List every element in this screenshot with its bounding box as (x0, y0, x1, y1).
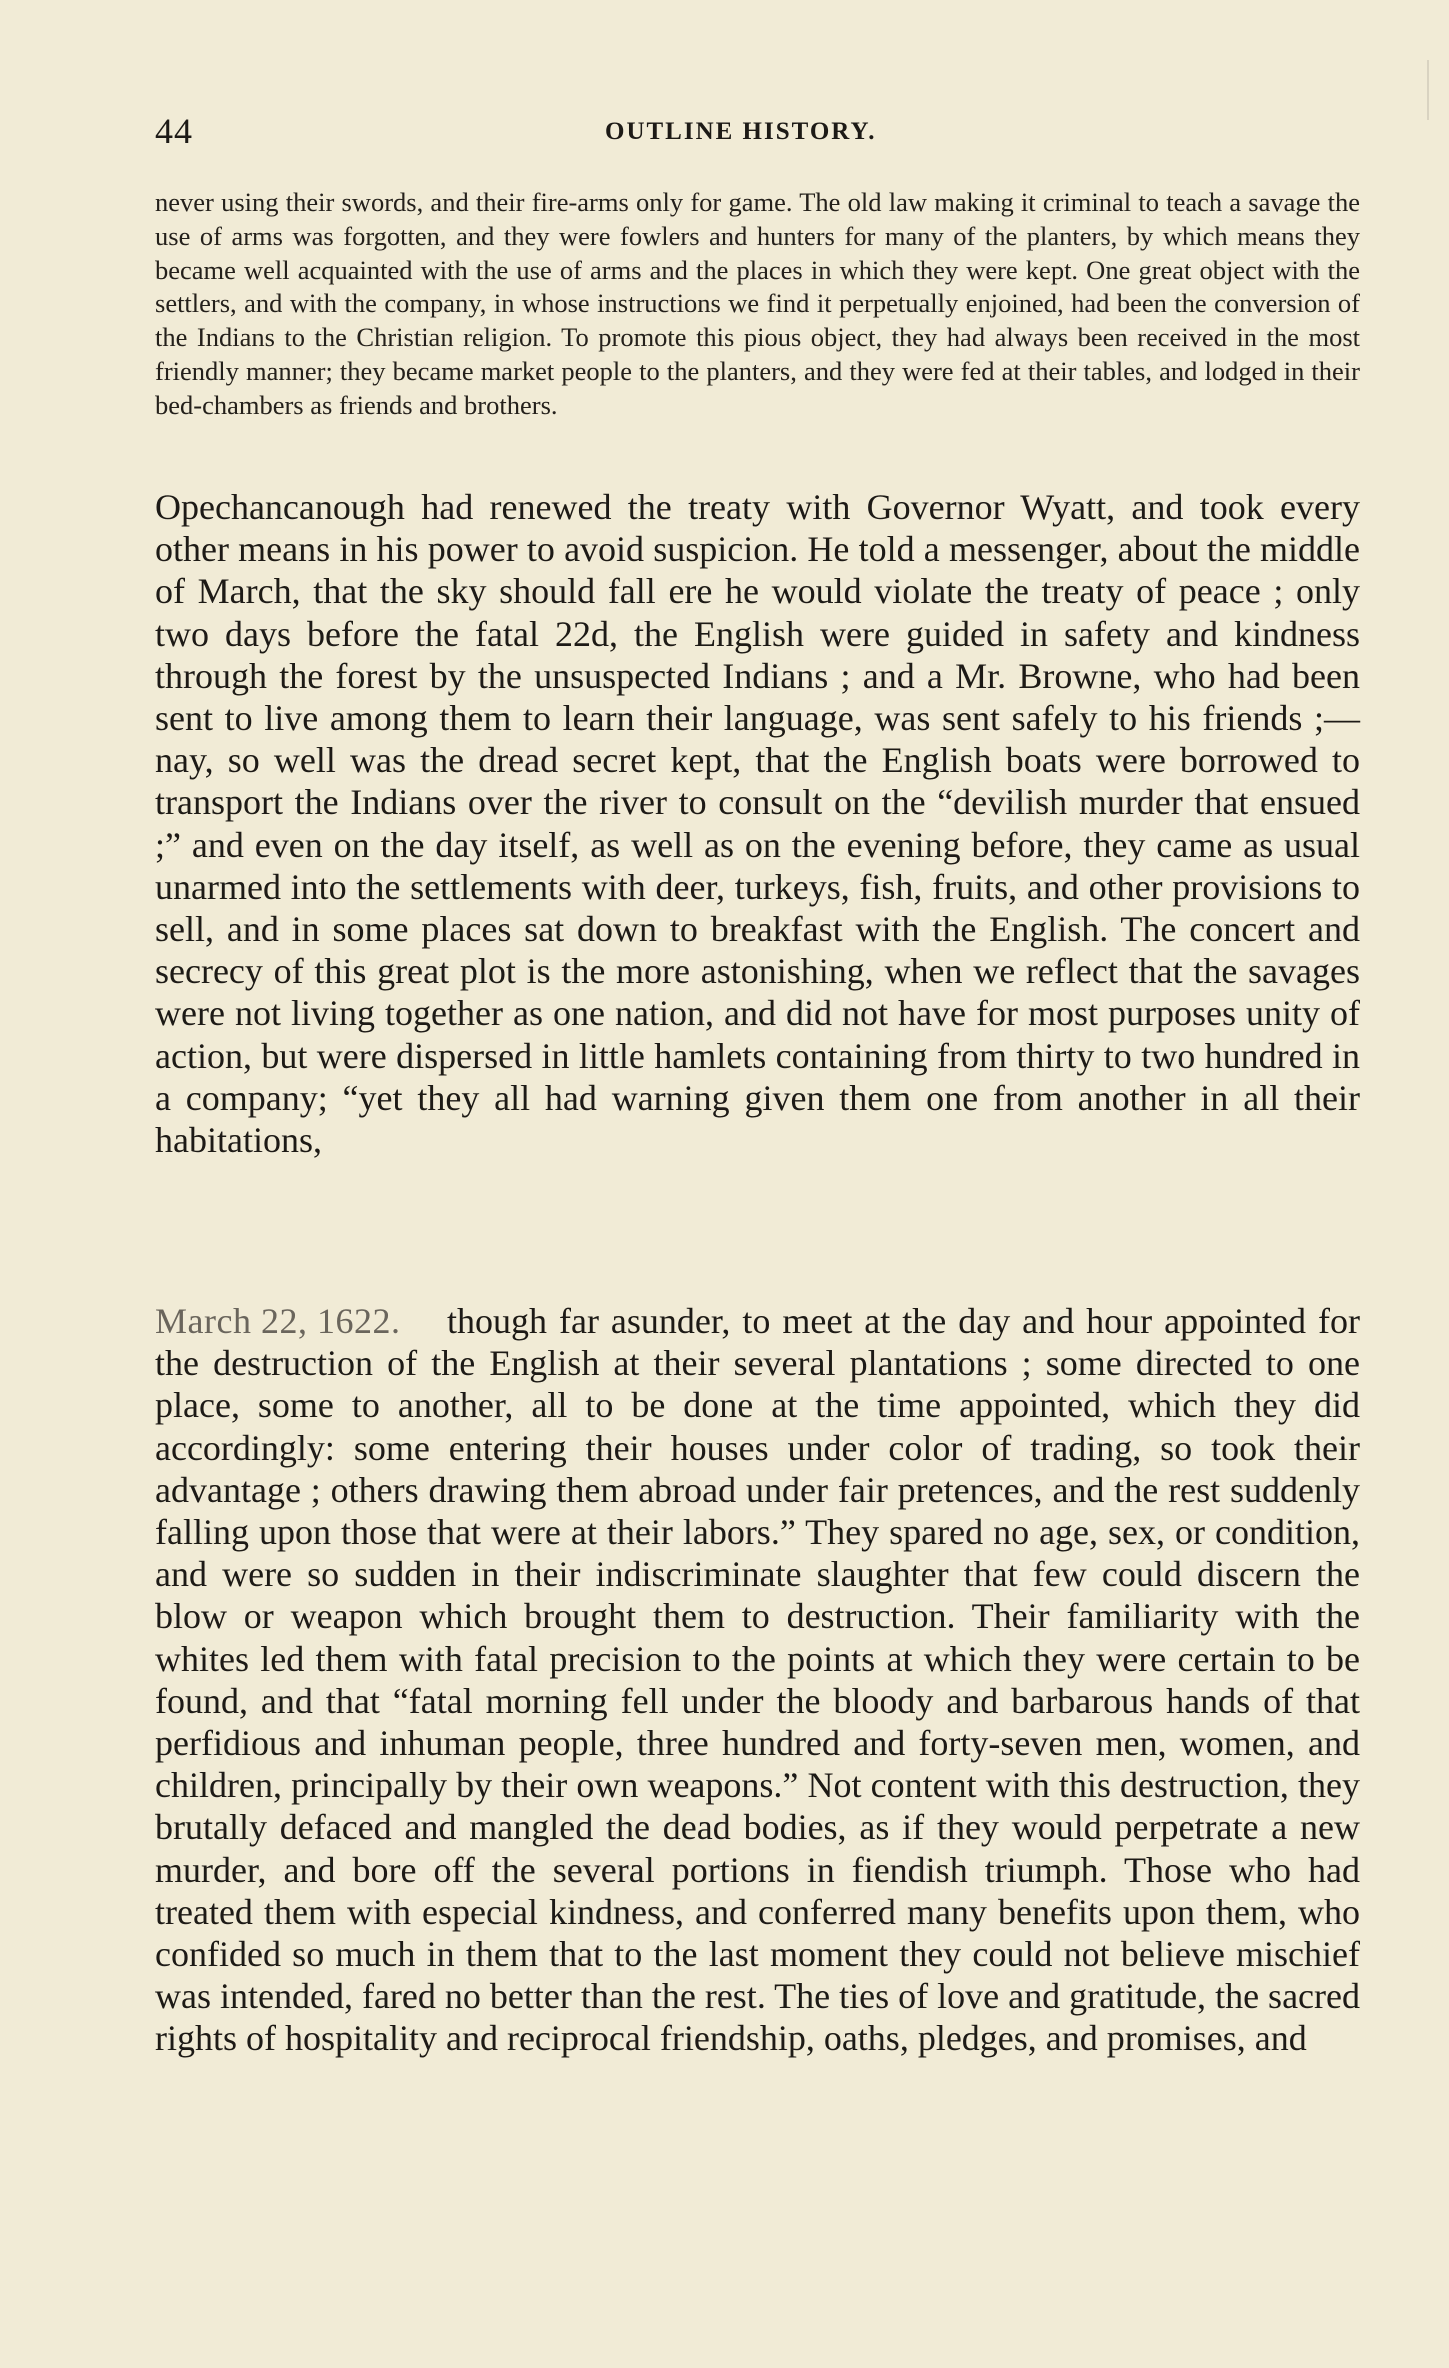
page-header (155, 110, 1360, 150)
main-paragraph-part2 (155, 1300, 1360, 2060)
main-paragraph-part1: Opechancanough had renewed the treaty with Governor Wyatt, and took every other means in his power to avoid suspicion. He told a messenger, about the middle of March, that the sky should fall ere he would violate the treaty of peace ; only two days before the fatal 22d, the English were guided in safety and kindness through the forest by the unsuspected Indians ; and a Mr. Browne, who had been sent to live among them to learn their language, was sent safely to his friends ;—nay, so well was the dread secret kept, that the English boats were borrowed to transport the Indians over the river to consult on the “devilish murder that ensued ;” and even on the day itself, as well as on the evening before, they came as usual unarmed into the settlements with deer, turkeys, fish, fruits, and other provisions to sell, and in some places sat down to breakfast with the English. The concert and secrecy of this great plot is the more astonishing, when we reflect that the savages were not living together as one nation, and did not have for most purposes unity of action, but were dispersed in little hamlets containing from thirty to two hundred in a company; “yet they all had warning given them one from another in all their habitations, (155, 487, 1360, 1161)
edge-mark (1427, 60, 1429, 120)
main-paragraph-part2-text: though far asunder, to meet at the day and hour appointed for the destruction of the English at their several plantations ; some directed to one place, some to another, all to be done at the time appointed, which they did accordingly: some entering their houses under color of trading, so took their advantage ; others drawing them abroad under fair pretences, and the rest suddenly falling upon those that were at their labors.” They spared no age, sex, or condition, and were so sudden in their indiscriminate slaughter that few could discern the blow or weapon which brought them to destruction. Their familiarity with the whites led them with fatal precision to the points at which they were certain to be found, and that “fatal morning fell under the bloody and barbarous hands of that perfidious and inhuman people, three hundred and forty-seven men, women, and children, principally by their own weapons.” Not content with this destruction, they brutally defaced and mangled the dead bodies, as if they would perpetrate a new murder, and bore off the several portions in fiendish triumph. Those who had treated them with especial kindness, and conferred many benefits upon them, who confided so much in them that to the last moment they could not believe mischief was intended, fared no better than the rest. The ties of love and gratitude, the sacred rights of hospitality and reciprocal friendship, oaths, pledges, and promises, and (155, 1301, 1360, 2059)
page-number: 44 (155, 111, 193, 151)
small-print-paragraph: never using their swords, and their fire-arms only for game. The old law making it criminal to teach a savage the use of arms was forgotten, and they were fowlers and hunters for many of the planters, by which means they became well acquainted with the use of arms and the places in which they were kept. One great object with the settlers, and with the company, in whose instructions we find it perpetually enjoined, had been the conversion of the Indians to the Christian religion. To promote this pious object, they had always been received in the most friendly manner; they became market people to the planters, and they were fed at their tables, and lodged in their bed-chambers as friends and brothers. (155, 187, 1360, 420)
running-head: OUTLINE HISTORY. (605, 118, 877, 145)
margin-date-note: March 22, 1622. (155, 1301, 401, 1341)
